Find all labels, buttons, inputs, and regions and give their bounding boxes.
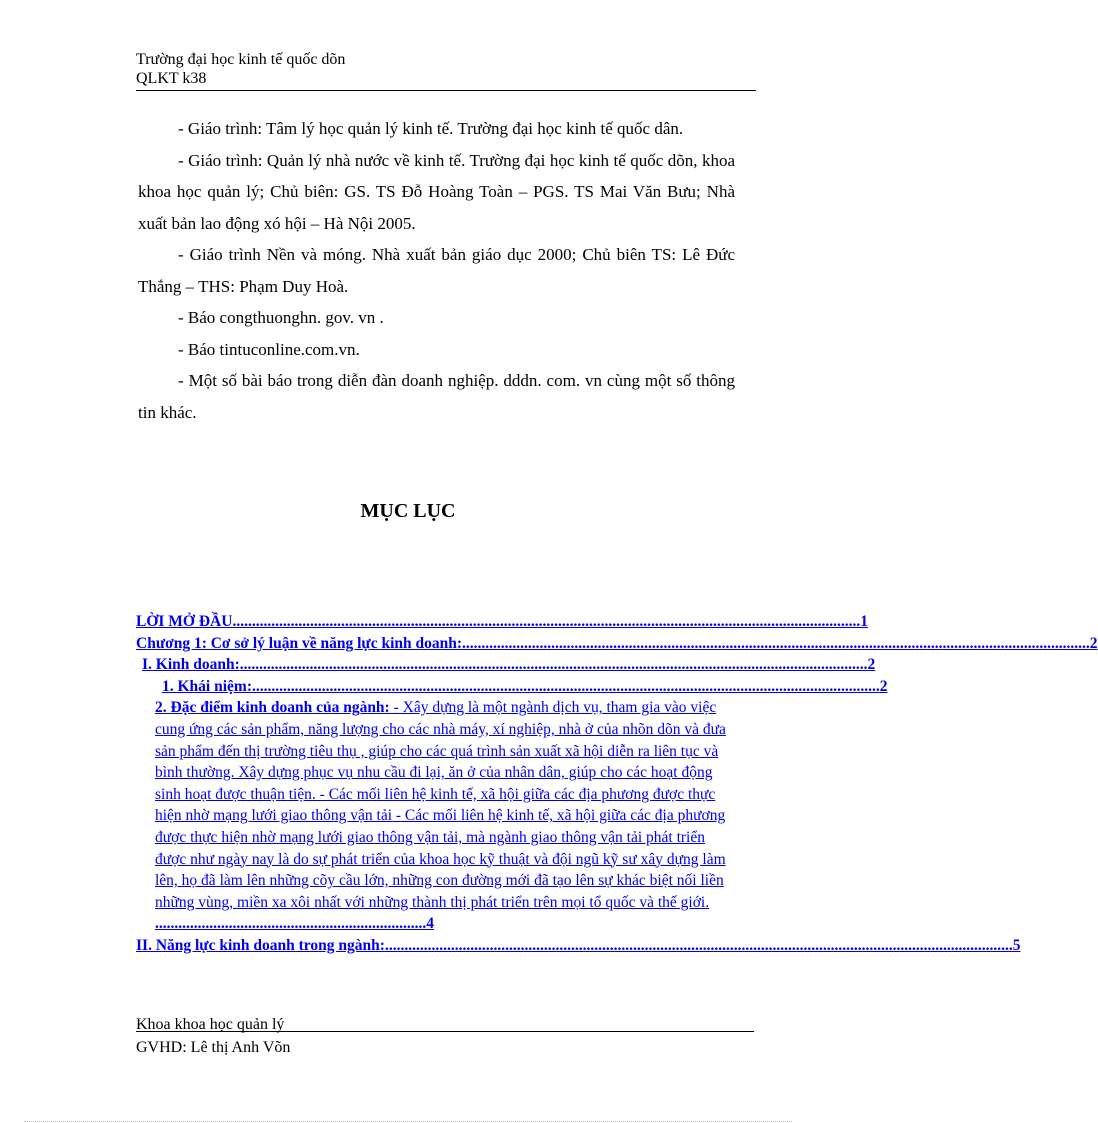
references-list	[138, 113, 735, 428]
reference-item: - Báo congthuonghn. gov. vn .	[178, 308, 384, 327]
toc-leader-dots: ..................................................................................................................................................................	[384, 936, 1013, 954]
toc-page-number: 2	[867, 656, 876, 674]
class-name: QLKT k38	[136, 70, 207, 87]
toc-leader-dots: ..................................................................................................................................................................	[239, 656, 868, 674]
toc-entry-label: 1. Khái niệm:	[162, 677, 252, 695]
toc-page-number: 4	[426, 915, 434, 933]
toc-entry-label: LỜI MỞ ĐẦU	[136, 613, 233, 630]
toc-leader-dots: ......................................................................	[155, 915, 427, 933]
toc-page-number: 1	[860, 613, 868, 630]
advisor-name: GVHD: Lê thị Anh Võn	[136, 1039, 291, 1056]
footer-rule	[136, 1031, 754, 1032]
toc-leader-dots: ..................................................................................................................................................................	[232, 613, 861, 630]
toc-entry-section-2[interactable]	[136, 935, 1021, 957]
header-rule	[136, 90, 756, 91]
faculty-name: Khoa khoa học quản lý	[136, 1016, 285, 1033]
toc-entry-label: Chương 1: Cơ sở lý luận về năng lực kinh doanh:	[136, 634, 463, 652]
toc-leader-dots: ..................................................................................................................................................................	[462, 634, 1090, 652]
page-header	[136, 50, 756, 88]
toc-entry-chapter-1[interactable]	[136, 633, 1098, 655]
toc-page-number: 2	[879, 677, 888, 695]
reference-item: - Giáo trình: Quản lý nhà nước về kinh tế. Trường đại học kinh tế quốc dõn, khoa khoa học quản lý; Chủ biên: GS. TS Đỗ Hoàng Toàn – PGS. TS Mai Văn Bưu; Nhà xuất bản lao động xó hội – Hà Nội 2005.	[138, 150, 735, 233]
toc-entry-description: - Xây dựng là một ngành dịch vụ, tham gia vào việc cung ứng các sản phẩm, năng lượng cho các nhà máy, xí nghiệp, nhà ở của nhõn dõn và đưa sản phẩm đến thị trường tiêu thụ , giúp cho các quá trình sản xuất xã hội diễn ra liên tục và bình thường. Xây dựng phục vụ nhu cầu đi lại, ăn ở của nhân dân, giúp cho các hoạt động sinh hoạt được thuận tiện. - Các mối liên hệ kinh tế, xã hội giữa các địa phương được thực hiện nhờ mạng lưới giao thông vận tải - Các mối liên hệ kinh tế, xã hội giữa các địa phương được thực hiện nhờ mạng lưới giao thông vận tải, mà ngành giao thông vận tải phát triển được như ngày nay là do sự phát triển của khoa học kỹ thuật và đội ngũ kỹ sư xây dựng làm lên, họ đã làm lên những cõy cầu lớn, những con đường mới đã tạo lên sự khác biệt nối liền những vùng, miền xa xôi nhất với những thành thị phát triển trên mọi tổ quốc và thế giới.	[155, 699, 726, 911]
school-name: Trường đại học kinh tế quốc dõn	[136, 51, 346, 68]
toc-entry-label: I. Kinh doanh:	[142, 656, 240, 674]
page-footer	[136, 1013, 754, 1059]
toc-entry-label: II. Năng lực kinh doanh trong ngành:	[136, 936, 385, 954]
toc-entry-subsection-1[interactable]	[136, 676, 888, 698]
table-of-contents	[136, 611, 1098, 957]
reference-item: - Giáo trình Nền và móng. Nhà xuất bản giáo dục 2000; Chủ biên TS: Lê Đức Thắng – THS: Phạm Duy Hoà.	[138, 245, 735, 296]
reference-item: - Một số bài báo trong diễn đàn doanh nghiệp. dddn. com. vn cùng một số thông tin khác.	[138, 371, 735, 422]
toc-page-number: 2	[1089, 634, 1098, 652]
toc-leader-dots: ..................................................................................................................................................................	[252, 677, 880, 695]
reference-item: - Báo tintuconline.com.vn.	[178, 339, 360, 359]
reference-item: - Giáo trình: Tâm lý học quản lý kinh tế. Trường đại học kinh tế quốc dân.	[178, 119, 684, 138]
page-edge	[24, 1121, 792, 1122]
toc-entry-label: 2. Đặc điểm kinh doanh của ngành:	[155, 699, 390, 717]
toc-entry-intro[interactable]	[136, 611, 868, 633]
toc-entry-section-1[interactable]	[136, 654, 876, 676]
toc-title: MỤC LỤC	[360, 500, 456, 522]
toc-entry-subsection-2[interactable]	[136, 697, 740, 935]
toc-page-number: 5	[1012, 936, 1021, 954]
